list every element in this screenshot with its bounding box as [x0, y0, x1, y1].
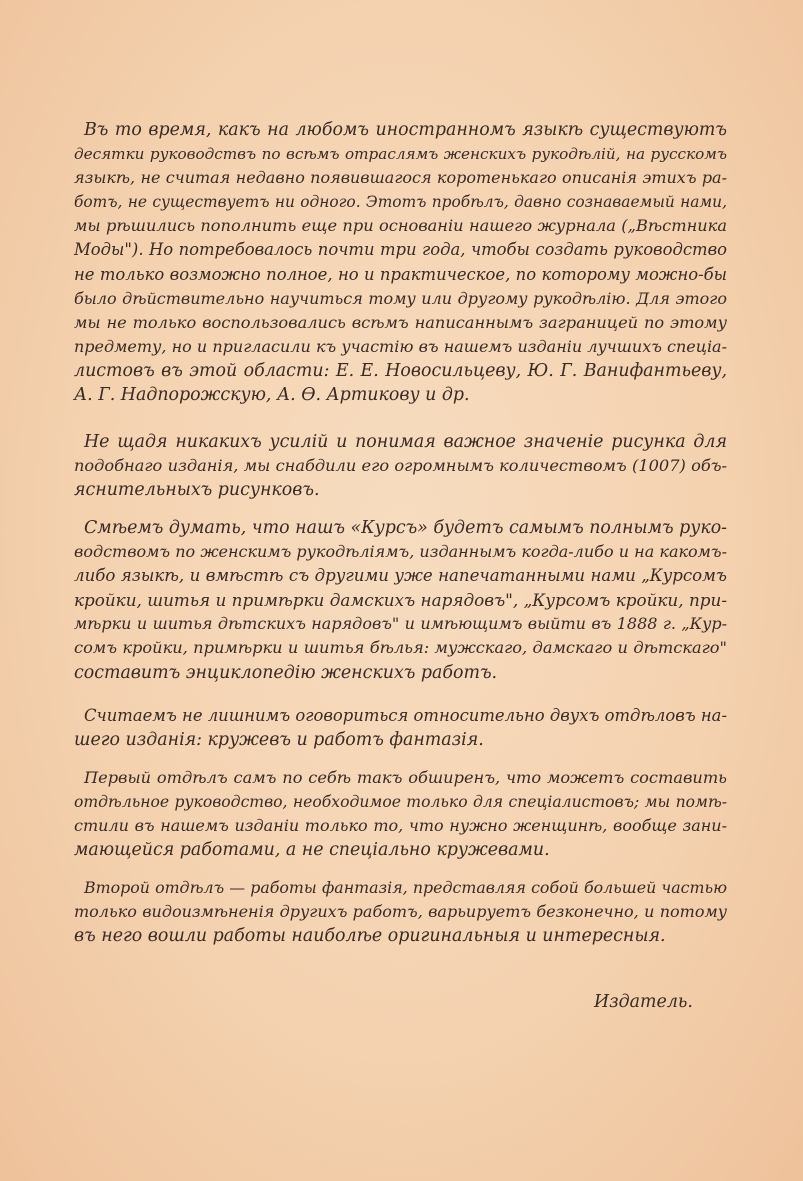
- text-line: языкѣ, не считая недавно появившагося коротенькаго описанія этихъ ра-: [74, 168, 727, 188]
- text-line: шего изданія: кружевъ и работъ фантазія.: [74, 730, 484, 751]
- text-line: Не щадя никакихъ усилій и понимая важное значеніе рисунка для: [84, 432, 727, 452]
- text-line: Моды"). Но потребовалось почти три года, чтобы создать руководство: [74, 240, 727, 260]
- paragraph-fantasy: [74, 876, 727, 948]
- text-line: составитъ энциклопедію женскихъ работъ.: [74, 662, 498, 683]
- signature: Издатель.: [594, 992, 693, 1012]
- text-line: сомъ кройки, примѣрки и шитья бѣлья: мужскаго, дамскаго и дѣтскаго": [74, 638, 727, 658]
- text-line: мѣрки и шитья дѣтскихъ нарядовъ" и имѣющимъ выйти въ 1888 г. „Кур-: [74, 614, 727, 634]
- text-line: подобнаго изданія, мы снабдили его огромнымъ количествомъ (1007) объ-: [74, 456, 727, 476]
- text-line: предмету, но и пригласили къ участію въ нашемъ изданіи лучшихъ спеціа-: [74, 336, 727, 356]
- text-line: отдѣльное руководство, необходимое только для спеціалистовъ; мы помѣ-: [74, 793, 727, 812]
- text-line: только видоизмѣненія другихъ работъ, варьируетъ безконечно, и потому: [74, 902, 727, 922]
- text-line: водствомъ по женскимъ рукодѣліямъ, изданнымъ когда-либо и на какомъ-: [74, 542, 727, 562]
- paragraph-intro: [74, 118, 727, 407]
- text-line: яснительныхъ рисунковъ.: [74, 480, 320, 501]
- text-line: ботъ, не существуетъ ни одного. Этотъ пробѣлъ, давно сознаваемый нами,: [74, 193, 727, 212]
- text-line: Второй отдѣлъ — работы фантазія, представляя собой большей частью: [84, 878, 727, 897]
- paragraph-sections: [74, 704, 727, 752]
- text-line: Въ то время, какъ на любомъ иностранномъ языкѣ существуютъ: [84, 120, 727, 140]
- text-line: мы не только воспользовались всѣмъ написаннымъ заграницей по этому: [74, 312, 727, 332]
- text-line: Первый отдѣлъ самъ по себѣ такъ обширенъ, что можетъ составить: [84, 768, 727, 787]
- paragraph-illustrations: [74, 430, 727, 502]
- text-line: листовъ въ этой области: Е. Е. Новосильцеву, Ю. Г. Ванифантьеву,: [74, 360, 727, 381]
- text-line: кройки, шитья и примѣрки дамскихъ нарядовъ", „Курсомъ кройки, при-: [74, 590, 727, 611]
- text-line: мающейся работами, а не спеціально кружевами.: [74, 840, 550, 861]
- text-line: либо языкѣ, и вмѣстѣ съ другими уже напечатанными нами „Курсомъ: [74, 566, 727, 586]
- paragraph-lace: [74, 766, 727, 862]
- text-line: Смѣемъ думать, что нашъ «Курсъ» будетъ самымъ полнымъ руко-: [84, 518, 728, 538]
- text-line: въ него вошли работы наиболѣе оригинальныя и интересныя.: [74, 926, 666, 947]
- text-line: А. Г. Надпорожскую, А. Ѳ. Артикову и др.: [74, 385, 470, 406]
- text-line: мы рѣшились пополнить еще при основаніи нашего журнала („Вѣстника: [74, 216, 727, 236]
- text-line: Считаемъ не лишнимъ оговориться относительно двухъ отдѣловъ на-: [84, 706, 727, 725]
- text-line: не только возможно полное, но и практическое, по которому можно-бы: [74, 264, 727, 284]
- paragraph-course: [74, 516, 727, 685]
- text-line: десятки руководствъ по всѣмъ отраслямъ женскихъ рукодѣлій, на русскомъ: [74, 145, 727, 164]
- text-line: было дѣйствительно научиться тому или другому рукодѣлію. Для этого: [74, 288, 727, 308]
- text-line: стили въ нашемъ изданіи только то, что нужно женщинѣ, вообще зани-: [74, 816, 727, 836]
